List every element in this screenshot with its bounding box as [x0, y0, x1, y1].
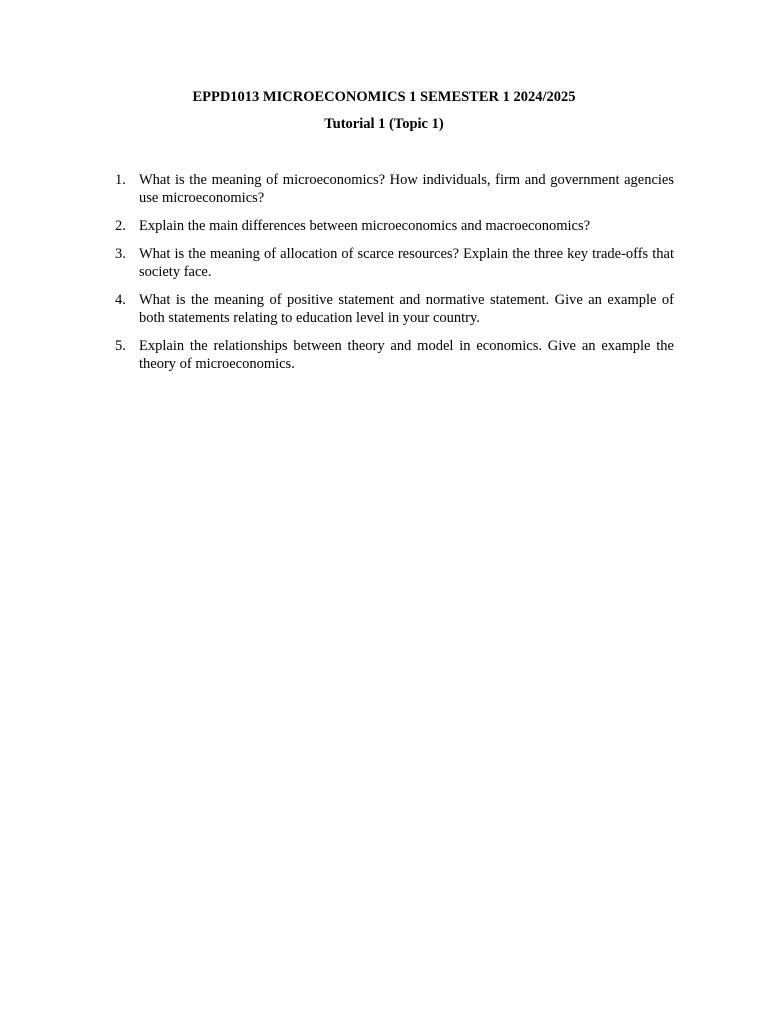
- document-subtitle: Tutorial 1 (Topic 1): [324, 116, 444, 132]
- question-text: What is the meaning of allocation of scarce resources? Explain the three key trade-offs that society face.: [139, 246, 674, 280]
- question-item: [112, 217, 674, 235]
- question-item: [112, 337, 674, 373]
- question-item: [112, 171, 674, 207]
- question-text: Explain the main differences between microeconomics and macroeconomics?: [139, 218, 591, 234]
- question-item: [112, 291, 674, 327]
- question-number: 5.: [115, 338, 126, 354]
- question-text: What is the meaning of microeconomics? How individuals, firm and government agencies use microeconomics?: [139, 172, 674, 206]
- question-text: What is the meaning of positive statement and normative statement. Give an example of both statements relating to education level in your country.: [139, 292, 674, 326]
- question-item: [112, 245, 674, 281]
- question-list: [112, 171, 674, 383]
- question-text: Explain the relationships between theory and model in economics. Give an example the theory of microeconomics.: [139, 338, 674, 372]
- document-title: [0, 88, 768, 106]
- question-number: 2.: [115, 218, 126, 234]
- document-title-text: EPPD1013 MICROECONOMICS 1 SEMESTER 1 2024/2025: [192, 89, 576, 105]
- question-number: 1.: [115, 172, 126, 188]
- question-number: 4.: [115, 292, 126, 308]
- question-number: 3.: [115, 246, 126, 262]
